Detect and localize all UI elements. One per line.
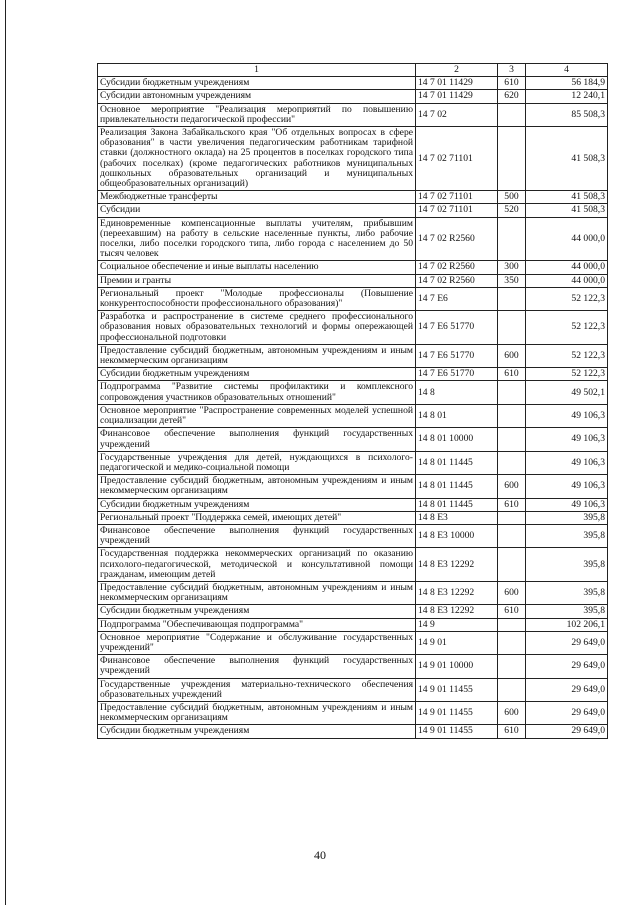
row-name: Реализация Закона Забайкальского края "Об отдельных вопросах в сфере образования" в части увеличения педагогическим работникам тарифной ставки (должностного оклада) на 25 процентов в поселках городского типа (рабочих поселках) (кроме педагогических работников муниципальных дошкольных образовательных организаций и муниципальных общеобразовательных организаций)	[98, 127, 416, 191]
row-name: Социальное обеспечение и иные выплаты населению	[98, 261, 416, 274]
table-row	[98, 368, 608, 381]
row-code: 14 8 Е3 12292	[416, 548, 498, 582]
row-expense-type	[498, 381, 526, 404]
table-row	[98, 344, 608, 367]
row-code: 14 8 Е3 10000	[416, 524, 498, 547]
row-expense-type	[498, 655, 526, 678]
table-row	[98, 655, 608, 678]
row-name: Субсидии бюджетным учреждениям	[98, 498, 416, 511]
row-code: 14 7 02 71101	[416, 127, 498, 191]
table-row	[98, 618, 608, 631]
row-expense-type	[498, 404, 526, 427]
row-code: 14 7 02	[416, 103, 498, 126]
row-code: 14 7 02 71101	[416, 191, 498, 204]
row-expense-type: 500	[498, 191, 526, 204]
row-name: Субсидии бюджетным учреждениям	[98, 725, 416, 738]
table-row	[98, 404, 608, 427]
row-expense-type: 610	[498, 498, 526, 511]
row-expense-type	[498, 103, 526, 126]
row-code: 14 8 Е3	[416, 511, 498, 524]
row-name: Субсидии бюджетным учреждениям	[98, 368, 416, 381]
table-row	[98, 511, 608, 524]
row-amount: 41 508,3	[526, 127, 608, 191]
table-body	[98, 77, 608, 738]
row-expense-type	[498, 548, 526, 582]
row-name: Региональный проект "Молодые профессионалы (Повышение конкурентоспособности профессионального образования)"	[98, 287, 416, 310]
row-expense-type	[498, 428, 526, 451]
row-amount: 44 000,0	[526, 274, 608, 287]
row-code: 14 7 02 R2560	[416, 274, 498, 287]
table-row	[98, 451, 608, 474]
row-expense-type: 610	[498, 605, 526, 618]
row-amount: 49 106,3	[526, 475, 608, 498]
row-expense-type: 600	[498, 701, 526, 724]
row-name: Государственные учреждения материально-технического обеспечения образовательных учреждений	[98, 678, 416, 701]
row-amount: 49 106,3	[526, 498, 608, 511]
row-name: Основное мероприятие "Содержание и обслуживание государственных учреждений"	[98, 631, 416, 654]
table-row	[98, 475, 608, 498]
budget-table	[97, 63, 608, 739]
page-number: 40	[314, 848, 326, 862]
row-amount: 49 106,3	[526, 404, 608, 427]
table-row	[98, 274, 608, 287]
row-code: 14 8 01	[416, 404, 498, 427]
page-edge-line	[5, 0, 6, 905]
table-row	[98, 524, 608, 547]
row-code: 14 8 01 11445	[416, 451, 498, 474]
row-name: Государственные учреждения для детей, нуждающихся в психолого-педагогической и медико-социальной помощи	[98, 451, 416, 474]
row-expense-type	[498, 451, 526, 474]
row-name: Финансовое обеспечение выполнения функций государственных учреждений	[98, 428, 416, 451]
row-name: Подпрограмма "Обеспечивающая подпрограмма"	[98, 618, 416, 631]
table-row	[98, 701, 608, 724]
row-name: Единовременные компенсационные выплаты учителям, прибывшим (переехавшим) на работу в сельские населенные пункты, либо рабочие поселки, либо поселки городского типа, либо города с населением до 50 тысяч человек	[98, 217, 416, 261]
table-row	[98, 428, 608, 451]
row-expense-type	[498, 511, 526, 524]
row-amount: 29 649,0	[526, 678, 608, 701]
row-name: Субсидии бюджетным учреждениям	[98, 77, 416, 90]
table-row	[98, 605, 608, 618]
row-code: 14 7 Е6	[416, 287, 498, 310]
row-code: 14 7 Е6 51770	[416, 311, 498, 345]
row-amount: 395,8	[526, 605, 608, 618]
row-amount: 49 106,3	[526, 428, 608, 451]
row-amount: 52 122,3	[526, 344, 608, 367]
row-code: 14 7 Е6 51770	[416, 344, 498, 367]
row-name: Основное мероприятие "Распространение современных моделей успешной социализации детей"	[98, 404, 416, 427]
row-expense-type	[498, 618, 526, 631]
row-code: 14 7 02 71101	[416, 204, 498, 217]
row-code: 14 7 Е6 51770	[416, 368, 498, 381]
header-col-2: 2	[416, 64, 498, 77]
table-row	[98, 381, 608, 404]
row-code: 14 9 01 11455	[416, 701, 498, 724]
table-row	[98, 90, 608, 103]
row-expense-type	[498, 217, 526, 261]
row-expense-type: 620	[498, 90, 526, 103]
row-amount: 49 502,1	[526, 381, 608, 404]
row-code: 14 7 01 11429	[416, 90, 498, 103]
row-expense-type: 520	[498, 204, 526, 217]
table-row	[98, 725, 608, 738]
row-amount: 44 000,0	[526, 217, 608, 261]
row-code: 14 8 Е3 12292	[416, 605, 498, 618]
row-code: 14 8 01 11445	[416, 498, 498, 511]
row-name: Субсидии	[98, 204, 416, 217]
row-expense-type	[498, 631, 526, 654]
row-amount: 102 206,1	[526, 618, 608, 631]
row-amount: 85 508,3	[526, 103, 608, 126]
row-amount: 29 649,0	[526, 701, 608, 724]
row-expense-type	[498, 678, 526, 701]
row-amount: 29 649,0	[526, 655, 608, 678]
row-amount: 49 106,3	[526, 451, 608, 474]
row-name: Основное мероприятие "Реализация мероприятий по повышению привлекательности педагогической профессии"	[98, 103, 416, 126]
row-code: 14 9 01 11455	[416, 725, 498, 738]
row-code: 14 8	[416, 381, 498, 404]
table-row	[98, 581, 608, 604]
row-expense-type: 610	[498, 77, 526, 90]
row-amount: 41 508,3	[526, 204, 608, 217]
table-row	[98, 631, 608, 654]
row-code: 14 9 01 10000	[416, 655, 498, 678]
row-amount: 395,8	[526, 511, 608, 524]
row-amount: 395,8	[526, 524, 608, 547]
row-code: 14 8 01 10000	[416, 428, 498, 451]
row-name: Разработка и распространение в системе среднего профессионального образования новых образовательных технологий и формы опережающей профессиональной подготовки	[98, 311, 416, 345]
row-name: Межбюджетные трансферты	[98, 191, 416, 204]
row-amount: 52 122,3	[526, 287, 608, 310]
table-row	[98, 204, 608, 217]
row-code: 14 8 01 11445	[416, 475, 498, 498]
table-row	[98, 548, 608, 582]
row-expense-type: 300	[498, 261, 526, 274]
row-name: Предоставление субсидий бюджетным, автономным учреждениям и иным некоммерческим организациям	[98, 701, 416, 724]
row-code: 14 9	[416, 618, 498, 631]
row-name: Предоставление субсидий бюджетным, автономным учреждениям и иным некоммерческим организациям	[98, 475, 416, 498]
row-amount: 52 122,3	[526, 368, 608, 381]
row-name: Подпрограмма "Развитие системы профилактики и комплексного сопровождения участников образовательных отношений"	[98, 381, 416, 404]
row-code: 14 7 01 11429	[416, 77, 498, 90]
row-name: Предоставление субсидий бюджетным, автономным учреждениям и иным некоммерческим организациям	[98, 581, 416, 604]
table-row	[98, 77, 608, 90]
row-name: Государственная поддержка некоммерческих организаций по оказанию психолого-педагогической, методической и консультативной помощи гражданам, имеющим детей	[98, 548, 416, 582]
header-col-1: 1	[98, 64, 416, 77]
row-amount: 29 649,0	[526, 631, 608, 654]
row-amount: 52 122,3	[526, 311, 608, 345]
table-header-row	[98, 64, 608, 77]
table-row	[98, 498, 608, 511]
row-name: Финансовое обеспечение выполнения функций государственных учреждений	[98, 524, 416, 547]
row-expense-type: 600	[498, 344, 526, 367]
row-amount: 12 240,1	[526, 90, 608, 103]
row-amount: 395,8	[526, 581, 608, 604]
table-row	[98, 127, 608, 191]
row-name: Региональный проект "Поддержка семей, имеющих детей"	[98, 511, 416, 524]
row-amount: 395,8	[526, 548, 608, 582]
row-expense-type: 350	[498, 274, 526, 287]
row-code: 14 8 Е3 12292	[416, 581, 498, 604]
row-name: Субсидии автономным учреждениям	[98, 90, 416, 103]
row-code: 14 7 02 R2560	[416, 261, 498, 274]
table-row	[98, 191, 608, 204]
row-expense-type	[498, 524, 526, 547]
row-expense-type	[498, 287, 526, 310]
row-code: 14 9 01 11455	[416, 678, 498, 701]
row-amount: 41 508,3	[526, 191, 608, 204]
row-expense-type: 600	[498, 475, 526, 498]
row-name: Предоставление субсидий бюджетным, автономным учреждениям и иным некоммерческим организациям	[98, 344, 416, 367]
row-expense-type	[498, 127, 526, 191]
table-row	[98, 287, 608, 310]
row-code: 14 7 02 R2560	[416, 217, 498, 261]
row-expense-type: 600	[498, 581, 526, 604]
table-row	[98, 217, 608, 261]
row-amount: 56 184,9	[526, 77, 608, 90]
table-row	[98, 261, 608, 274]
row-amount: 29 649,0	[526, 725, 608, 738]
row-name: Субсидии бюджетным учреждениям	[98, 605, 416, 618]
header-col-3: 3	[498, 64, 526, 77]
row-amount: 44 000,0	[526, 261, 608, 274]
table-row	[98, 103, 608, 126]
row-expense-type: 610	[498, 368, 526, 381]
row-name: Финансовое обеспечение выполнения функций государственных учреждений	[98, 655, 416, 678]
row-expense-type: 610	[498, 725, 526, 738]
table-row	[98, 678, 608, 701]
row-expense-type	[498, 311, 526, 345]
table-row	[98, 311, 608, 345]
row-name: Премии и гранты	[98, 274, 416, 287]
header-col-4: 4	[526, 64, 608, 77]
row-code: 14 9 01	[416, 631, 498, 654]
